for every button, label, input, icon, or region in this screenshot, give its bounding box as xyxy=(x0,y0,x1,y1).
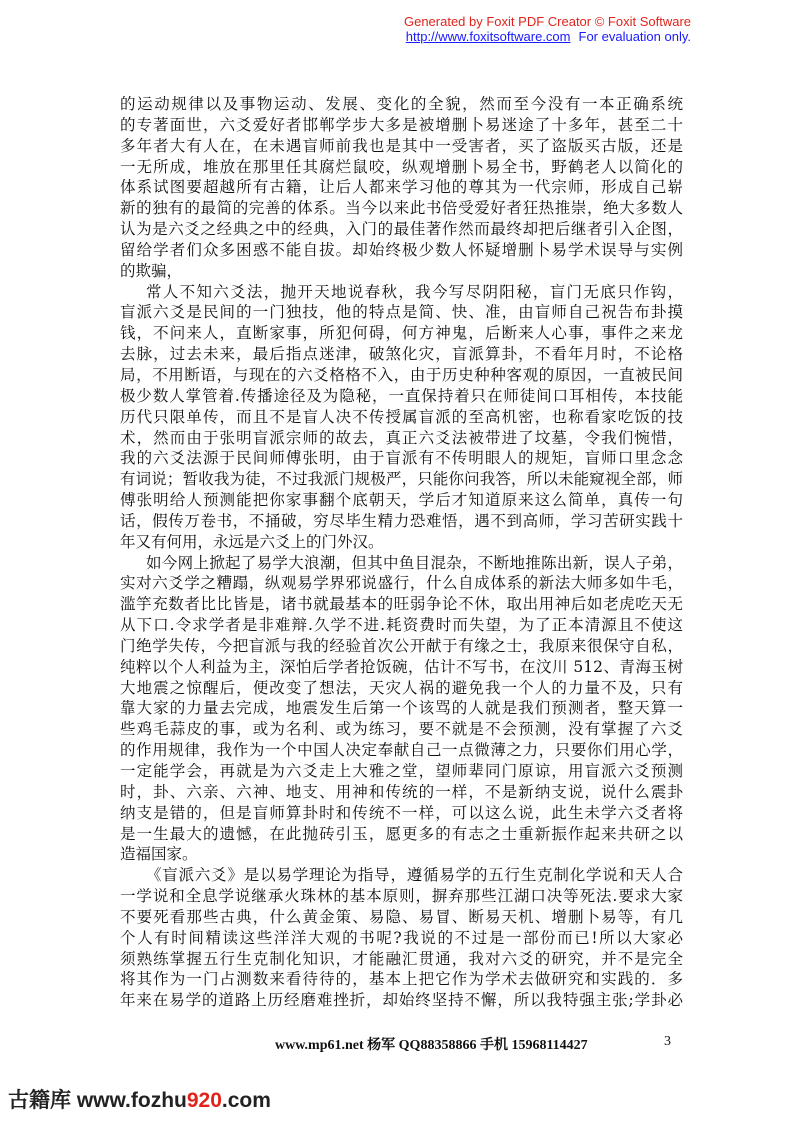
watermark-name: 古籍库 xyxy=(8,1089,71,1112)
text-line: 留给学者们众多困惑不能自拔。却始终极少数人怀疑增删卜易学术误导与实例 xyxy=(120,240,683,259)
text-line: 一定能学会，再就是为六爻走上大雅之堂，望师辈同门原谅，用盲派六爻预测 xyxy=(120,762,683,780)
text-line: 些鸡毛蒜皮的事，或为名利、或为练习，要不就是不会预测，没有掌握了六爻 xyxy=(120,720,683,739)
paragraph xyxy=(120,865,683,1011)
page-number: 3 xyxy=(664,1034,671,1049)
text-line: 《盲派六爻》是以易学理论为指导，遵循易学的五行生克制化学说和天人合 xyxy=(146,866,683,885)
text-line: 将其作为一门占测数来看待待的，基本上把它作为学术去做研究和实践的．多 xyxy=(120,970,683,989)
text-line: 傅张明给人预测能把你家事翻个底朝天，学后才知道原来这么简单，真传一句 xyxy=(120,491,683,510)
text-line: 是一生最大的遗憾，在此抛砖引玉，愿更多的有志之士重新振作起来共研之以 xyxy=(120,824,683,843)
text-line: 的运动规律以及事物运动、发展、变化的全貌，然而至今没有一本正确系统 xyxy=(120,95,683,113)
foxit-generated-notice: Generated by Foxit PDF Creator © Foxit Software xyxy=(403,14,691,29)
text-line: 滥竽充数者比比皆是，诸书就最基本的旺弱争论不休，取出用神后如老虎吃天无 xyxy=(120,595,683,614)
paragraph xyxy=(120,553,683,866)
text-line: 个人有时间精读这些洋洋大观的书呢?我说的不过是一部份而已!所以大家必 xyxy=(120,928,683,947)
text-line: 纯粹以个人利益为主，深怕后学者抢饭碗，估计不写书，在汶川 512、青海玉树 xyxy=(120,657,683,676)
text-line: 不要死看那些古典，什么黄金策、易隐、易冒、断易天机、增删卜易等，有几 xyxy=(120,907,683,926)
text-line: 我的六爻法源于民间师傅张明，由于盲派有不传明眼人的规矩，盲师口里念念 xyxy=(120,449,683,468)
text-line: 实对六爻学之糟蹋，纵观易学界邪说盛行，什么自成体系的新法大师多如牛毛， xyxy=(120,574,683,593)
watermark-url-suffix: .com xyxy=(221,1089,271,1112)
page-footer: www.mp61.net 杨军 QQ88358866 手机 15968114427 xyxy=(275,1038,588,1053)
text-line: 一学说和全息学说继承火珠林的基本原则，摒弃那些江湖口决等死法.要求大家 xyxy=(120,887,683,906)
text-line: 极少数人掌管着.传播途径及为隐秘，一直保持着只在师徒间口耳相传，本技能 xyxy=(120,386,683,405)
text-line: 的专著面世，六爻爱好者邯郸学步大多是被增删卜易迷途了十多年，甚至二十 xyxy=(120,115,683,134)
text-line: 历代只限单传，而且不是盲人决不传授属盲派的至高机密，也称看家吃饭的技 xyxy=(120,407,683,426)
text-line: 局，不用断语，与现在的六爻格格不入，由于历史种种客观的原因，一直被民间 xyxy=(120,365,683,384)
text-line: 时，卦、六亲、六神、地支、用神和传统的一样，不是新纳支说，说什么震卦 xyxy=(120,782,683,801)
text-line: 体系试图要超越所有古籍，让后人都来学习他的尊其为一代宗师，形成自己崭 xyxy=(120,178,683,197)
paragraph xyxy=(120,94,683,282)
evaluation-text: For evaluation only. xyxy=(578,29,691,44)
text-line: 造福国家。 xyxy=(120,845,198,864)
text-line: 纳支是错的，但是盲师算卦时和传统不一样，可以这么说，此生未学六爻者将 xyxy=(120,803,683,822)
foxit-link[interactable]: http://www.foxitsoftware.com xyxy=(405,29,571,44)
text-line: 年来在易学的道路上历经磨难挫折，却始终坚持不懈，所以我特强主张;学卦必 xyxy=(120,991,683,1010)
text-line: 从下口.令求学者是非难辩.久学不进.耗资费时而失望，为了正本清源且不使这 xyxy=(120,616,683,635)
text-line: 须熟练掌握五行生克制化知识，才能融汇贯通，我对六爻的研究，并不是完全 xyxy=(120,949,683,968)
text-line: 大地震之惊醒后，便改变了想法，天灾人祸的避免我一个人的力量不及，只有 xyxy=(120,678,683,697)
text-line: 新的独有的最简的完善的体系。当今以来此书倍受爱好者狂热推崇，绝大多数人 xyxy=(120,199,683,218)
text-line: 门绝学失传，今把盲派与我的经验首次公开献于有缘之士，我原来很保守自私， xyxy=(120,636,683,655)
watermark-url-number: 920 xyxy=(186,1089,222,1112)
text-line: 靠大家的力量去完成，地震发生后第一个该骂的人就是我们预测者，整天算一 xyxy=(120,699,683,718)
text-line: 的作用规律，我作为一个中国人决定奉献自己一点微薄之力，只要你们用心学， xyxy=(120,741,683,760)
text-line: 常人不知六爻法，抛开天地说春秋，我今写尽阴阳秘，盲门无底只作钩， xyxy=(146,282,683,301)
text-line: 多年者大有人在，在未遇盲师前我也是其中一受害者，买了盗版买古版，还是 xyxy=(120,136,683,155)
text-line: 话，假传万卷书，不捅破，穷尽毕生精力恐难悟，遇不到高师，学习苦研实践十 xyxy=(120,511,683,530)
text-line: 一无所成，堆放在那里任其腐烂鼠咬，纵观增删卜易全书，野鹤老人以简化的 xyxy=(120,157,683,176)
text-line: 认为是六爻之经典之中的经典，入门的最佳著作然而最终却把后继者引入企图， xyxy=(120,220,683,239)
document-body xyxy=(120,94,683,1011)
text-line: 去脉，过去未来，最后指点迷津，破煞化灾，盲派算卦，不看年月时，不论格 xyxy=(120,345,683,364)
text-line: 的欺骗， xyxy=(120,261,183,280)
text-line: 盲派六爻是民间的一门独技，他的特点是简、快、准，由盲师自己祝告布卦摸 xyxy=(120,303,683,322)
foxit-evaluation-notice xyxy=(406,29,691,44)
text-line: 有词说；暂收我为徒，不过我派门规极严，只能你问我答，所以未能窥视全部，师 xyxy=(120,470,683,489)
text-line: 如今网上掀起了易学大浪潮，但其中鱼目混杂，不断地推陈出新，误人子弟， xyxy=(146,553,683,572)
text-line: 年又有何用，永远是六爻上的门外汉。 xyxy=(120,532,384,551)
paragraph xyxy=(120,282,683,553)
text-line: 术，然而由于张明盲派宗师的故去，真正六爻法被带进了坟墓，令我们惋惜， xyxy=(120,428,683,447)
watermark-url-prefix: www.fozhu xyxy=(71,1089,187,1112)
site-watermark xyxy=(8,1084,271,1114)
text-line: 钱，不问来人，直断家事，所犯何碍，何方神鬼，后断来人心事，事件之来龙 xyxy=(120,324,683,343)
